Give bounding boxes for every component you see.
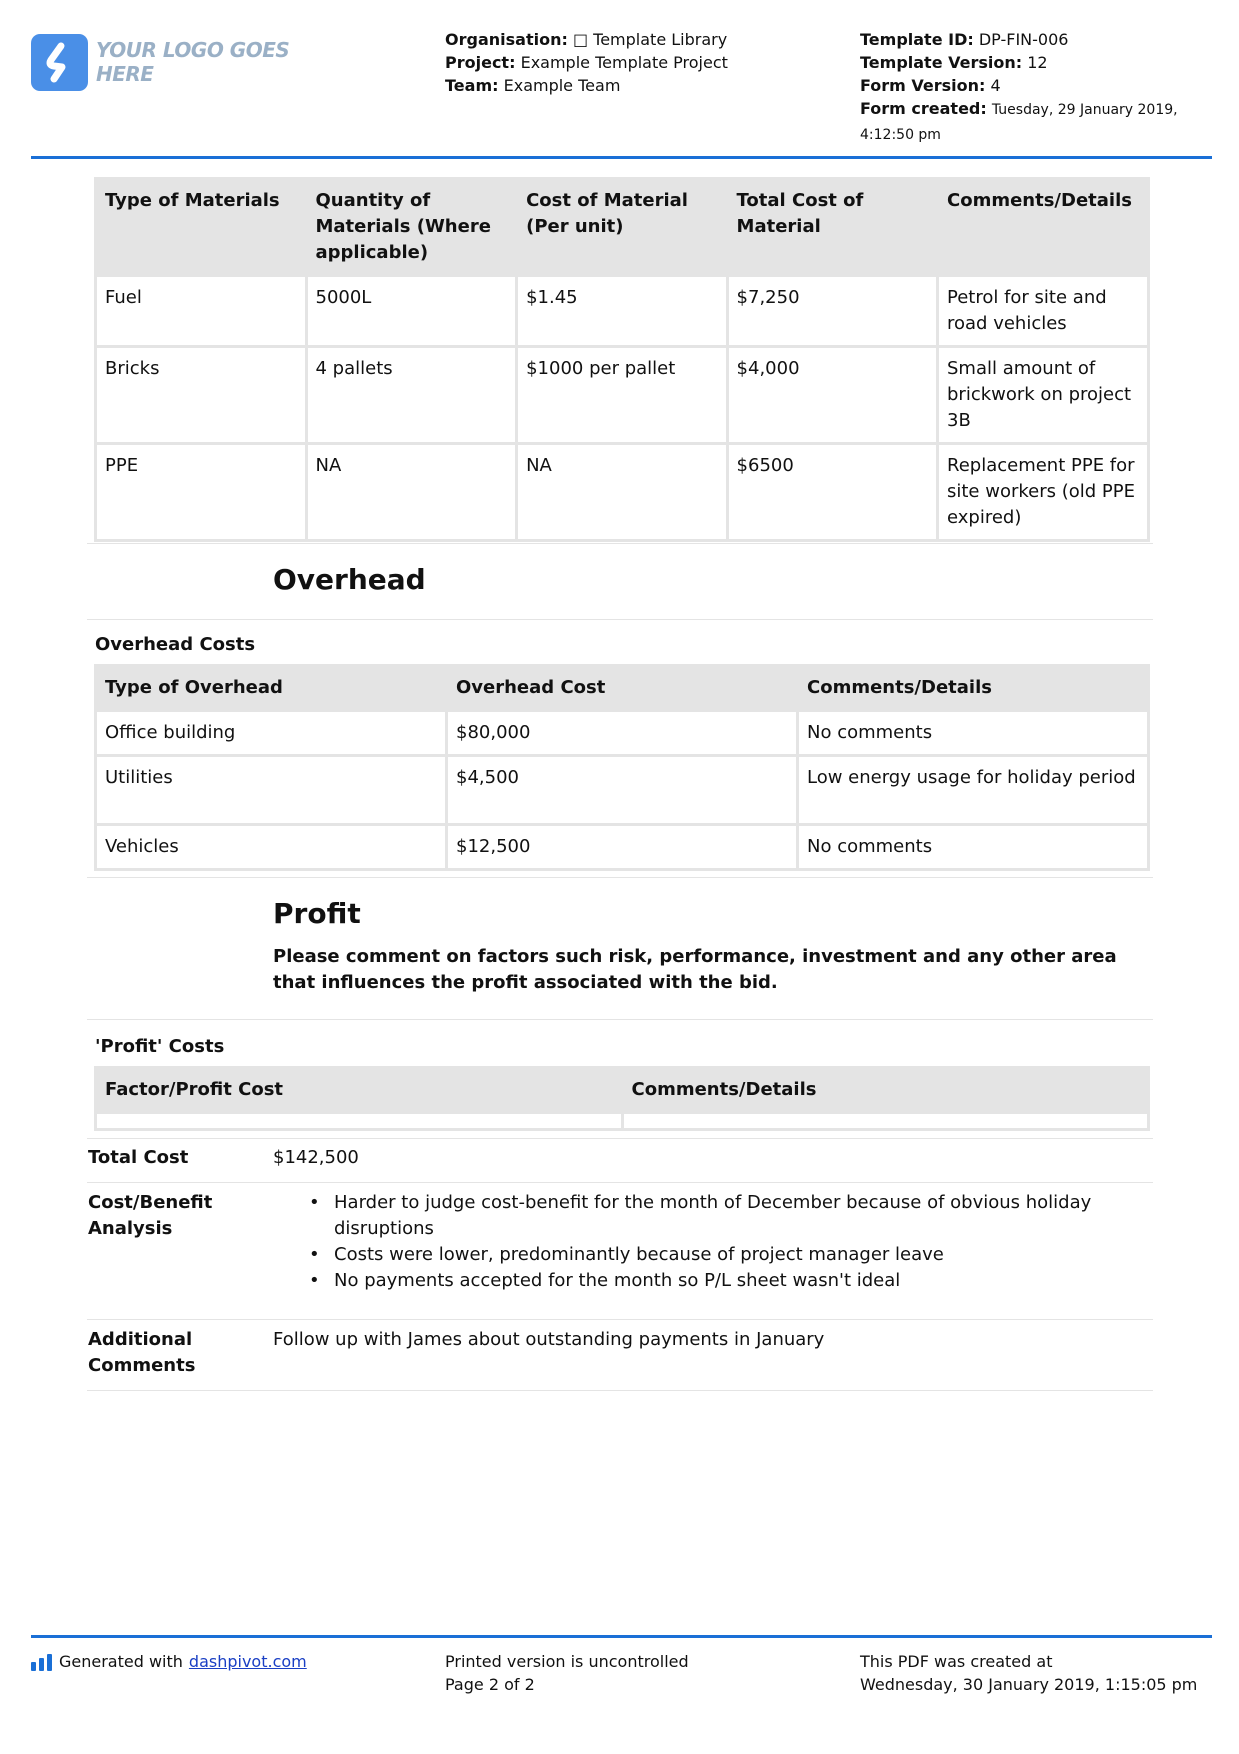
column-header: Comments/Details bbox=[624, 1069, 1148, 1111]
list-item: • Harder to judge cost-benefit for the month of December because of obvious holiday disruptions bbox=[273, 1190, 1153, 1242]
table-cell: $4,500 bbox=[448, 757, 796, 823]
table-cell bbox=[97, 1114, 621, 1128]
column-header: Quantity of Materials (Where applicable) bbox=[308, 180, 516, 274]
header-divider bbox=[31, 156, 1212, 159]
company-logo bbox=[31, 32, 351, 92]
footer-divider bbox=[31, 1635, 1212, 1638]
template-id-line: Template ID: DP-FIN-006 bbox=[860, 30, 1069, 49]
project-line: Project: Example Template Project bbox=[445, 53, 728, 72]
table-cell: $6500 bbox=[729, 445, 936, 539]
profit-table bbox=[94, 1066, 1150, 1131]
section-divider bbox=[87, 1138, 1153, 1139]
total-cost-value: $142,500 bbox=[273, 1147, 359, 1168]
column-header: Type of Materials bbox=[97, 180, 305, 274]
list-item: • No payments accepted for the month so P/L sheet wasn't ideal bbox=[273, 1268, 1153, 1294]
table-cell: $1.45 bbox=[518, 277, 725, 345]
column-header: Comments/Details bbox=[799, 667, 1147, 709]
overhead-section-title: Overhead bbox=[273, 563, 426, 596]
materials-table bbox=[94, 177, 1150, 542]
table-cell: $7,250 bbox=[729, 277, 936, 345]
table-cell: No comments bbox=[799, 826, 1147, 868]
column-header: Overhead Cost bbox=[448, 667, 796, 709]
form-version-line: Form Version: 4 bbox=[860, 76, 1001, 95]
table-cell: Bricks bbox=[97, 348, 305, 442]
section-divider bbox=[87, 1019, 1153, 1020]
table-cell: 4 pallets bbox=[308, 348, 516, 442]
section-divider bbox=[87, 619, 1153, 620]
header-template-info bbox=[860, 28, 1200, 147]
table-row bbox=[97, 826, 1147, 868]
table-cell: $4,000 bbox=[729, 348, 936, 442]
table-row bbox=[97, 277, 1147, 345]
section-divider bbox=[87, 1319, 1153, 1320]
section-divider bbox=[87, 877, 1153, 878]
table-cell: Small amount of brickwork on project 3B bbox=[939, 348, 1147, 442]
table-cell: Petrol for site and road vehicles bbox=[939, 277, 1147, 345]
profit-instructions: Please comment on factors such risk, performance, investment and any other area that influences the profit associated with the bid. bbox=[273, 946, 1117, 993]
column-header: Type of Overhead bbox=[97, 667, 445, 709]
print-notice: Printed version is uncontrolled Page 2 of 2 bbox=[445, 1652, 689, 1694]
column-header: Cost of Material (Per unit) bbox=[518, 180, 725, 274]
table-cell: $80,000 bbox=[448, 712, 796, 754]
table-cell: Low energy usage for holiday period bbox=[799, 757, 1147, 823]
table-cell: $12,500 bbox=[448, 826, 796, 868]
profit-costs-title: 'Profit' Costs bbox=[95, 1036, 225, 1057]
table-row bbox=[97, 348, 1147, 442]
column-header: Total Cost of Material bbox=[729, 180, 936, 274]
dashpivot-link[interactable]: dashpivot.com bbox=[188, 1652, 307, 1671]
table-cell: NA bbox=[518, 445, 725, 539]
logo-icon bbox=[31, 34, 88, 91]
team-line: Team: Example Team bbox=[445, 76, 621, 95]
logo-text: YOUR LOGO GOES HERE bbox=[96, 38, 290, 86]
section-divider bbox=[87, 1182, 1153, 1183]
page-header bbox=[31, 26, 1212, 156]
dashpivot-icon bbox=[31, 1653, 53, 1671]
pdf-created-notice: This PDF was created at Wednesday, 30 January 2019, 1:15:05 pm bbox=[860, 1652, 1198, 1694]
overhead-costs-title: Overhead Costs bbox=[95, 634, 256, 655]
table-header-row bbox=[97, 667, 1147, 709]
table-cell: Replacement PPE for site workers (old PPE expired) bbox=[939, 445, 1147, 539]
table-cell: Fuel bbox=[97, 277, 305, 345]
template-version-line: Template Version: 12 bbox=[860, 53, 1048, 72]
table-row bbox=[97, 1114, 1147, 1128]
additional-comments-label: Additional Comments bbox=[88, 1329, 196, 1376]
section-divider bbox=[87, 1390, 1153, 1391]
table-cell: Office building bbox=[97, 712, 445, 754]
header-org-info bbox=[445, 28, 728, 97]
table-cell: $1000 per pallet bbox=[518, 348, 725, 442]
cost-benefit-label: Cost/Benefit Analysis bbox=[88, 1192, 213, 1239]
column-header: Factor/Profit Cost bbox=[97, 1069, 621, 1111]
table-cell: No comments bbox=[799, 712, 1147, 754]
table-cell: Vehicles bbox=[97, 826, 445, 868]
list-item: • Costs were lower, predominantly because of project manager leave bbox=[273, 1242, 1153, 1268]
profit-section-title: Profit bbox=[273, 897, 361, 930]
table-header-row bbox=[97, 180, 1147, 274]
table-cell bbox=[624, 1114, 1148, 1128]
table-cell: NA bbox=[308, 445, 516, 539]
table-cell: Utilities bbox=[97, 757, 445, 823]
additional-comments-value: Follow up with James about outstanding payments in January bbox=[273, 1329, 825, 1350]
organisation-line: Organisation: □ Template Library bbox=[445, 30, 728, 49]
table-header-row bbox=[97, 1069, 1147, 1111]
overhead-table bbox=[94, 664, 1150, 871]
form-created-line: Form created: Tuesday, 29 January 2019, 4:12:50 pm bbox=[860, 99, 1178, 143]
column-header: Comments/Details bbox=[939, 180, 1147, 274]
table-row bbox=[97, 757, 1147, 823]
cost-benefit-list bbox=[273, 1190, 1153, 1294]
total-cost-label: Total Cost bbox=[88, 1147, 189, 1168]
table-row bbox=[97, 712, 1147, 754]
section-divider bbox=[87, 543, 1153, 544]
table-row bbox=[97, 445, 1147, 539]
table-cell: PPE bbox=[97, 445, 305, 539]
table-cell: 5000L bbox=[308, 277, 516, 345]
page-number: Page 2 of 2 bbox=[445, 1675, 535, 1694]
generated-with: Generated with dashpivot.com bbox=[31, 1650, 307, 1673]
